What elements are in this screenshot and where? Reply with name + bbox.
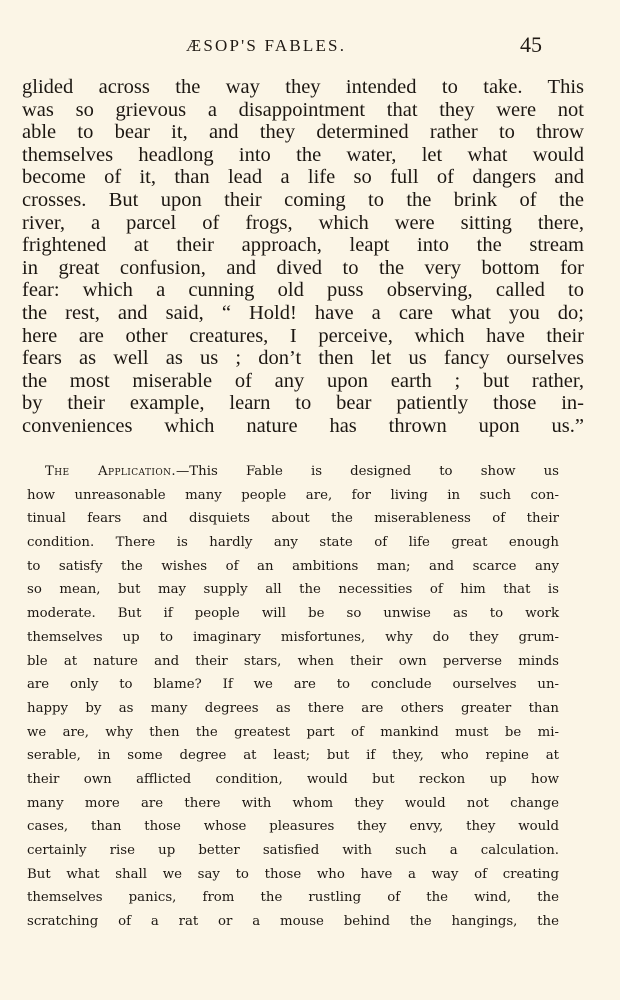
application-line: we are, why then the greatest part of mankind must be mi-	[27, 724, 559, 740]
text-line: frightened at their approach, leapt into the stream	[22, 234, 584, 257]
application-line: serable, in some degree at least; but if they, who repine at	[27, 748, 559, 764]
fable-text	[22, 76, 584, 438]
application-line: But what shall we say to those who have a way of creating	[27, 866, 559, 882]
text-line: here are other creatures, I perceive, which have their	[22, 324, 584, 347]
text-line: crosses. But upon their coming to the brink of the	[22, 188, 584, 211]
running-title: ÆSOP'S FABLES.	[186, 36, 347, 55]
application-line: so mean, but may supply all the necessities of him that is	[27, 582, 559, 598]
text-line: was so grievous a disappointment that they were not	[22, 98, 584, 121]
text-line: the rest, and said, “ Hold! have a care what you do;	[22, 301, 584, 324]
application-first-line	[27, 460, 559, 484]
application-line: many more are there with whom they would not change	[27, 795, 559, 811]
application-line: condition. There is hardly any state of life great enough	[27, 535, 559, 551]
text-line: fear: which a cunning old puss observing, called to	[22, 279, 584, 302]
text-line: by their example, learn to bear patiently those in-	[22, 392, 584, 415]
text-line: able to bear it, and they determined rather to throw	[22, 121, 584, 144]
text-line: conveniences which nature has thrown upon us.”	[22, 414, 584, 437]
application-line: certainly rise up better satisfied with such a calculation.	[27, 843, 559, 858]
text-line: become of it, than lead a life so full of dangers and	[22, 166, 584, 189]
application-section	[27, 460, 559, 934]
application-line: how unreasonable many people are, for living in such con-	[27, 487, 559, 503]
application-line: ble at nature and their stars, when their own perverse minds	[27, 653, 559, 669]
text-line: fears as well as us ; don’t then let us fancy ourselves	[22, 347, 584, 370]
application-line: are only to blame? If we are to conclude ourselves un-	[27, 677, 559, 693]
application-line: to satisfy the wishes of an ambitions man; and scarce any	[27, 558, 559, 574]
application-line: themselves panics, from the rustling of the wind, the	[27, 890, 559, 906]
text-line: the most miserable of any upon earth ; but rather,	[22, 369, 584, 392]
application-line: moderate. But if people will be so unwise as to work	[27, 606, 559, 622]
application-line: themselves up to imaginary misfortunes, why do they grum-	[27, 629, 559, 645]
application-line: happy by as many degrees as there are others greater than	[27, 700, 559, 716]
page-number: 45	[520, 32, 542, 57]
application-line: cases, than those whose pleasures they envy, they would	[27, 819, 559, 835]
text-line: glided across the way they intended to take. This	[22, 76, 584, 98]
text-line: river, a parcel of frogs, which were sitting there,	[22, 211, 584, 234]
text-line: themselves headlong into the water, let what would	[22, 143, 584, 166]
application-heading: The Application.	[45, 464, 176, 479]
text-line: in great confusion, and dived to the very bottom for	[22, 256, 584, 279]
application-first-line-text: —This Fable is designed to show us	[176, 464, 559, 479]
application-line: their own afflicted condition, would but reckon up how	[27, 771, 559, 787]
application-line: scratching of a rat or a mouse behind the hangings, the	[27, 914, 559, 930]
application-line: tinual fears and disquiets about the miserableness of their	[27, 511, 559, 527]
